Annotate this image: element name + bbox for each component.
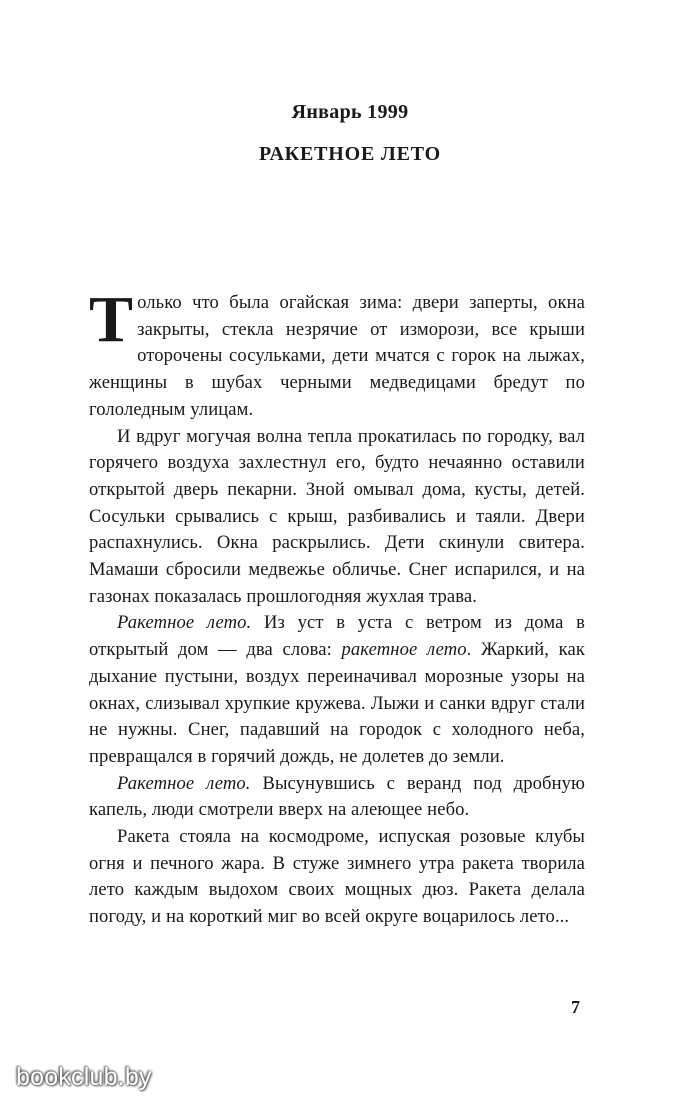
paragraph-4-italic-lead: Ракетное лето. [117, 772, 251, 794]
paragraph-3 [89, 610, 585, 770]
page-number: 7 [571, 997, 580, 1017]
chapter-date: Январь 1999 [291, 101, 409, 123]
paragraph-3-text-a: Из уст в уста с ветром из дома в открытый дом — два слова: [89, 612, 585, 661]
paragraph-3-italic-lead: Ракетное лето. [117, 612, 252, 634]
paragraph-2-text: И вдруг могучая волна тепла прокатилась по городку, вал горячего воздуха захлестнул его, будто нечаянно оставили открытой дверь пекарни. Зной омывал дома, кусты, детей. Сосульки срывались с крыш, разбивались и таяли. Двери распахнулись. Окна раскрылись. Дети скинули свитера. Мамаши сбросили медвежье обличье. Снег испарился, и на газонах показалась прошлогодняя жухлая трава. [89, 425, 585, 607]
drop-cap: Т [89, 283, 134, 356]
paragraph-5 [89, 824, 585, 931]
paragraph-4 [89, 771, 585, 824]
paragraph-1-text: олько что была огайская зима: двери заперты, окна закрыты, стекла незрячие от изморози, все крыши оторочены сосульками, дети мчатся с горок на лыжах, женщины в шубах черными медведицами бредут по гололедным улицам. [89, 292, 585, 420]
paragraph-2 [89, 424, 585, 611]
paragraph-3-text-b: . Жаркий, как дыхание пустыни, воздух переиначивал морозные узоры на окнах, слизывал хрупкие кружева. Лыжи и санки вдруг стали не нужны. Снег, падавший на городок с холодного неба, превращался в горячий дождь, не долетев до земли. [89, 639, 585, 767]
chapter-body [89, 283, 586, 931]
watermark: bookclub.by [16, 1063, 152, 1091]
paragraph-5-text: Ракета стояла на космодроме, испуская розовые клубы огня и печного жара. В стуже зимнего утра ракета творила лето каждым выдохом своих мощных дюз. Ракета делала погоду, и на короткий миг во всей округе воцарилось лето... [89, 826, 585, 928]
paragraph-3-italic-inline: ракетное лето [341, 639, 467, 661]
paragraph-4-text: Высунувшись с веранд под дробную капель, люди смотрели вверх на алеющее небо. [89, 772, 586, 821]
chapter-title: РАКЕТНОЕ ЛЕТО [258, 143, 441, 165]
paragraph-1 [89, 283, 585, 424]
